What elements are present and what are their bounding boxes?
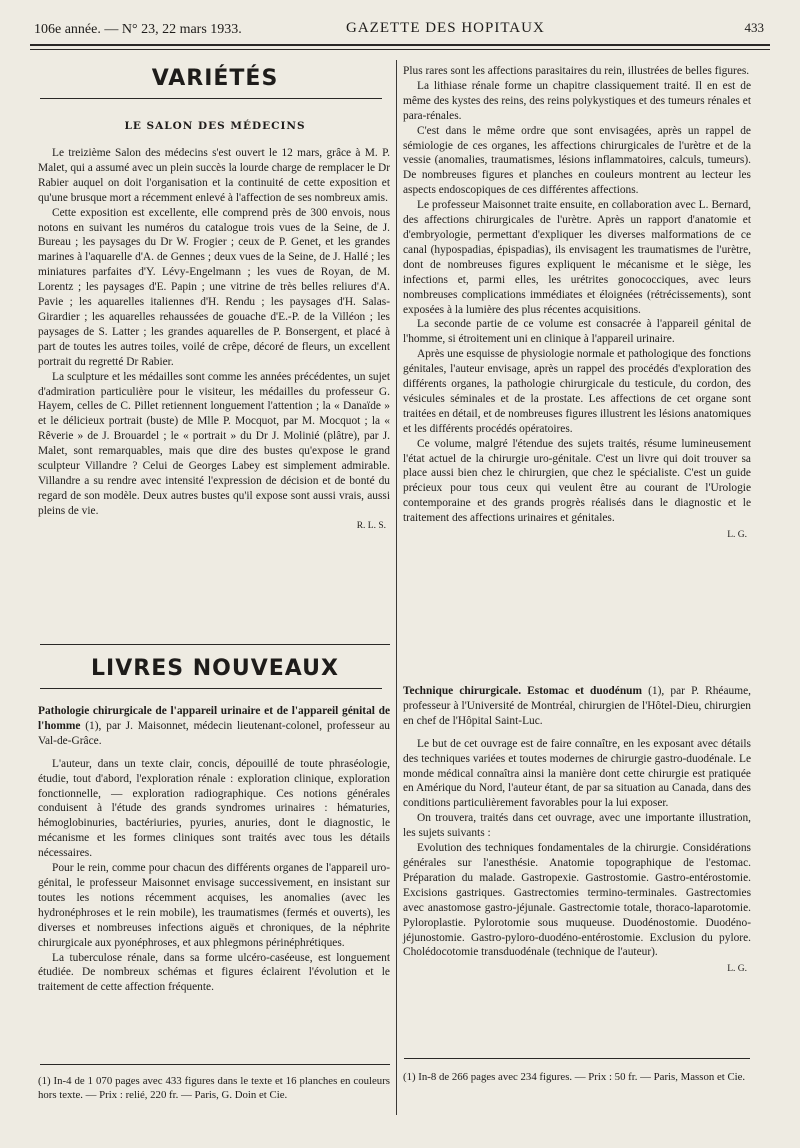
book1-article: [38, 704, 390, 995]
book1-paragraph: La lithiase rénale forme un chapitre classiquement traité. Il en est de même des kystes des reins, des reins polykystiques et des tumeurs rénales et para-rénales.: [403, 79, 751, 122]
livres-rule: [40, 688, 382, 689]
livres-title: LIVRES NOUVEAUX: [91, 656, 339, 681]
section-separator: [40, 644, 390, 645]
footnote-left: (1) In-4 de 1 070 pages avec 433 figures dans le texte et 16 planches en couleurs hors texte. — Prix : relié, 220 fr. — Paris, G. Doin et Cie.: [38, 1075, 390, 1101]
book1-heading: [38, 704, 390, 749]
book1-paragraph: C'est dans le même ordre que sont envisagées, après un rappel de sémiologie de ces organes, les affections chirurgicales de l'urètre et de la vessie (anomalies, traumatismes, lésions inflammatoires, calculs, tumeurs). De nombreuses figures et planches en couleurs montrent au lecteur les aspects endoscopiques de ces différentes affections.: [403, 124, 751, 197]
header-rule-thin: [30, 49, 770, 50]
salon-article: [38, 146, 390, 534]
book2-title: Technique chirurgicale. Estomac et duodénum: [403, 685, 642, 697]
book1-continued: [403, 64, 751, 543]
header-rule: [30, 44, 770, 46]
salon-paragraph: Cette exposition est excellente, elle comprend près de 300 envois, nous notons en suivant les numéros du catalogue trois vues de la Seine, de J. Bureau ; les paysages du Dr W. Frogier ; ceux de P. Genet, et les grandes marines à l'aquarelle d'A. de Gennes ; deux vues de la Seine, de J. Hallé ; les miniatures parfaites d'Y. Lévy-Engelmann ; les vues de Royan, de M. Lorentz ; les paysages d'E. Papin ; une vitrine de très belles reliures d'A. Pavie ; les aquarelles italiennes d'H. Rendu ; les paysages d'H. Salas-Girardier ; les aquarelles rehaussées de gouache d'E.-P. de la Villéon ; les paysages de S. Latter ; les grandes aquarelles de P. Bonsergent, et placé à part de toutes les autres toiles, voilé de crêpe, décoré de fleurs, un excellent portrait du regretté Dr Rabier.: [38, 206, 390, 368]
journal-title: GAZETTE DES HOPITAUX: [346, 20, 545, 36]
varietes-title: VARIÉTÉS: [151, 66, 279, 91]
book2-heading: [403, 684, 751, 729]
book1-paragraph: L'auteur, dans un texte clair, concis, dépouillé de toute phraséologie, étudie, tout d'abord, l'exploration rénale : exploration clinique, exploration fonctionnelle, — exploration radiographique. Ces notions générales conduisent à l'étude des grands syndromes urinaires : hématuries, hémoglobinuries, bactériuries, pyuries, anuries, dont le diagnostic, le mécanisme et les formes cliniques sont traités avec tous les détails nécessaires.: [38, 757, 390, 860]
book1-paragraph: Après une esquisse de physiologie normale et pathologique des fonctions génitales, l'auteur envisage, après un rappel des procédés d'exploration des différents organes, la pathologie chirurgicale du testicule, du cordon, des vésicules séminales et de la prostate. Les affections de cet organe sont traitées en détail, et de nombreuses figures illustrent les lésions anatomiques et les différents procédés opératoires.: [403, 348, 751, 435]
book1-paragraph: La seconde partie de ce volume est consacrée à l'appareil génital de l'homme, si étroitement uni en clinique à l'appareil urinaire.: [403, 318, 751, 346]
book1-paragraph: Le professeur Maisonnet traite ensuite, en collaboration avec L. Bernard, des affections chirurgicales de l'urètre. Après un rapport d'anatomie et d'embryologie, permettant d'expliquer les diverses malformations de ce canal (hypospadias, épispadias), ils envisagent les traumatismes de l'urètre, dont de nombreuses figures expliquent le mécanisme et le siège, les infections et, parmi elles, les urétrites gonococciques, avec leurs nombreuses complications immédiates et éloignées (rétrécissements), sont exposées à la lumière des plus récentes acquisitions.: [403, 199, 751, 316]
salon-paragraph: Le treizième Salon des médecins s'est ouvert le 12 mars, grâce à M. P. Malet, qui a assumé avec un plein succès la lourde charge de remplacer le Dr Rabier auquel on doit l'organisation et la continuité de cette exposition et qu'une brusque mort a récemment enlevé à l'affection de ses nombreux amis.: [38, 147, 390, 204]
book2-signature: L. G.: [727, 964, 747, 975]
book2-article: [403, 684, 751, 977]
book1-paragraph: La tuberculose rénale, dans sa forme ulcéro-caséeuse, est longuement étudiée. De nombreux schémas et figures éclairent l'évolution et le traitement de cette affection fréquente.: [38, 951, 390, 994]
book1-signature: L. G.: [727, 530, 747, 541]
footnote-right: (1) In-8 de 266 pages avec 234 figures. — Prix : 50 fr. — Paris, Masson et Cie.: [403, 1071, 746, 1083]
book2-meta: (1), par P. Rhéaume, professeur à l'Université de Montréal, chirurgien de l'Hôtel-Dieu, chirurgien en chef de l'Hôpital Saint-Luc.: [403, 685, 751, 727]
page-number: 433: [744, 20, 764, 35]
page-header: [34, 18, 764, 40]
salon-subtitle: LE SALON DES MÉDECINS: [124, 120, 306, 132]
book1-paragraph: Pour le rein, comme pour chacun des différents organes de l'appareil uro-génital, le professeur Maisonnet envisage successivement, en insistant sur toutes les notions récemment acquises, les anomalies (avec les hydronéphroses et le rein mobile), les traumatismes (fermés et ouverts), les diverses et nombreuses infections aiguës et chroniques, de la néphrite chirurgicale aux pyonéphroses, et aux phlegmons périnéphrétiques.: [38, 862, 390, 949]
footnote-rule-left: [40, 1064, 390, 1065]
book2-paragraph: Evolution des techniques fondamentales de la chirurgie. Considérations générales sur l'anesthésie. Anatomie topographique de l'estomac. Préparation du malade. Gastropexie. Gastrostomie. Gastro-entérostomie. Excisions gastriques. Gastrectomies termino-terminales. Gastrectomies avec anastomose gastro-jéjunale. Gastrectomie totale, thoraco-laparotomie. Pyloroplastie. Pylorotomie sous muqueuse. Duodénostomie. Duodéno-jéjunostomie. Gastro-pyloro-duodéno-entérostomie. Exclusion du pylore. Cholédocotomie transduodénale (technique de l'auteur).: [403, 842, 751, 959]
book1-title: Pathologie chirurgicale de l'appareil urinaire et de l'appareil génital de l'homme: [38, 705, 390, 732]
varietes-rule: [40, 98, 382, 99]
salon-signature: R. L. S.: [356, 520, 386, 531]
book2-paragraph: On trouvera, traités dans cet ouvrage, avec une importante illustration, les sujets suivants :: [403, 812, 751, 840]
book1-meta: (1), par J. Maisonnet, médecin lieutenant-colonel, professeur au Val-de-Grâce.: [38, 719, 390, 747]
salon-paragraph: La sculpture et les médailles sont comme les années précédentes, un sujet d'admiration particulière pour le visiteur, les médailles du professeur G. Hayem, celles de C. Pillet retiennent longuement l'attention ; la « Danaïde » et le délicieux portrait (buste) de Mlle P. Mocquot, par M. Mocquot ; la « Rêverie » de J. Brouardel ; le « portrait » du Dr J. Molinié (plâtre), par J. Malet, sont remarquables, mais que dire des bustes qu'expose le grand sculpteur Villandre ? Celui de Georges Labey est simplement admirable. Villandre a su rendre avec intensité l'expression de décision et de bonté du regard de son modèle. Deux autres bustes qu'il expose sont aussi vrais, aussi pleins de vie.: [38, 370, 390, 517]
book2-paragraph: Le but de cet ouvrage est de faire connaître, en les exposant avec détails des techniques variées et toutes modernes de chirurgie gastro-duodénale. Le monde médical connaîtra ainsi la manière dont cette chirurgie est pratiquée en Amérique du Nord, l'auteur étant, de par sa situation au Canada, dans des conditions particulièrement favorables pour la lui exposer.: [403, 737, 751, 810]
book1-paragraph: Ce volume, malgré l'étendue des sujets traités, résume lumineusement l'état actuel de la chirurgie uro-génitale. C'est un livre qui doit trouver sa place aussi bien chez le chirurgien, que chez le spécialiste. C'est un guide précieux pour tous ceux qui veulent être au courant de l'Urologie contemporaine et des grands progrès réalisés dans le diagnostic et le traitement des affections urinaires et génitales.: [403, 437, 751, 525]
book1-paragraph: Plus rares sont les affections parasitaires du rein, illustrées de belles figures.: [403, 65, 750, 77]
column-divider: [396, 60, 397, 1115]
issue-info: 106e année. — N° 23, 22 mars 1933.: [34, 22, 242, 37]
footnote-rule-right: [404, 1058, 750, 1059]
